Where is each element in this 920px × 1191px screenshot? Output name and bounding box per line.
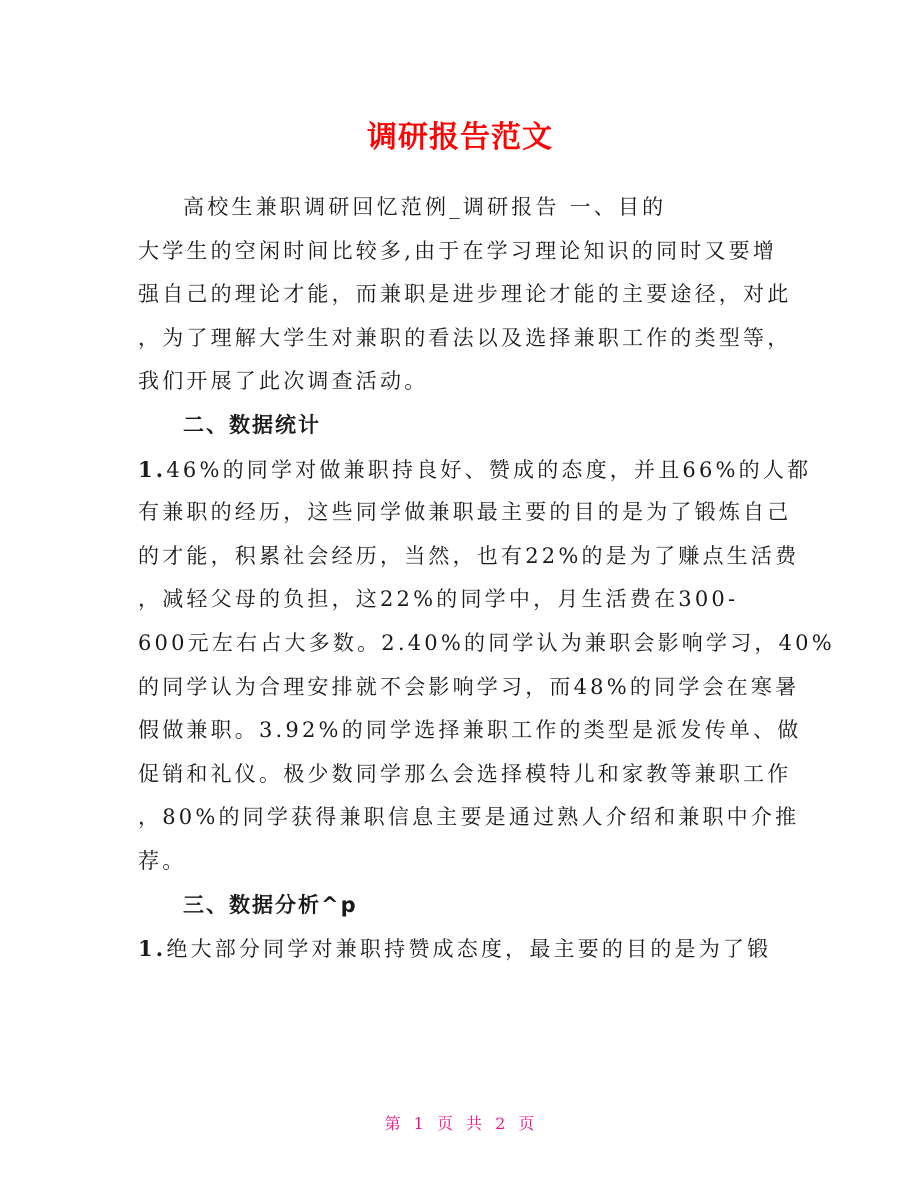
paragraph-line: 荐。 bbox=[138, 848, 187, 873]
paragraph-line: 大学生的空闲时间比较多,由于在学习理论知识的同时又要增 bbox=[138, 238, 778, 263]
paragraph-line: 的同学认为合理安排就不会影响学习，而48%的同学会在寒暑 bbox=[138, 674, 800, 699]
page-indicator: 第 1 页 共 2 页 bbox=[384, 1114, 536, 1133]
numbered-line bbox=[138, 448, 812, 492]
paragraph-text: 绝大部分同学对兼职持赞成态度，最主要的目的是为了锻 bbox=[166, 937, 772, 962]
section-heading-data-analysis: 三、数据分析^p bbox=[183, 892, 358, 917]
paragraph-line: 的才能，积累社会经历，当然，也有22%的是为了赚点生活费 bbox=[138, 543, 800, 568]
paragraph-line: 我们开展了此次调查活动。 bbox=[138, 369, 429, 394]
paragraph-line: ，为了理解大学生对兼职的看法以及选择兼职工作的类型等， bbox=[138, 325, 792, 350]
paragraph-line: ，减轻父母的负担，这22%的同学中，月生活费在300- bbox=[138, 587, 739, 612]
paragraph-line: 强自己的理论才能，而兼职是进步理论才能的主要途径，对此 bbox=[138, 282, 792, 307]
document-body bbox=[138, 186, 835, 971]
paragraph-line: 600元左右占大多数。2.40%的同学认为兼职会影响学习，40% bbox=[138, 630, 835, 655]
paragraph-line: 有兼职的经历，这些同学做兼职最主要的目的是为了锻炼自己 bbox=[138, 500, 792, 525]
paragraph-line: ，80%的同学获得兼职信息主要是通过熟人介绍和兼职中介推 bbox=[138, 805, 800, 830]
section-heading-data-statistics: 二、数据统计 bbox=[183, 412, 321, 437]
paragraph-line: 假做兼职。3.92%的同学选择兼职工作的类型是派发传单、做 bbox=[138, 718, 802, 743]
document-title: 调研报告范文 bbox=[367, 120, 553, 155]
list-number: 1. bbox=[138, 456, 167, 482]
paragraph-text: 46%的同学对做兼职持良好、赞成的态度，并且66%的人都 bbox=[166, 457, 812, 482]
paragraph-line: 高校生兼职调研回忆范例_调研报告 一、目的 bbox=[183, 195, 667, 219]
paragraph-line: 促销和礼仪。极少数同学那么会选择模特儿和家教等兼职工作 bbox=[138, 761, 792, 786]
list-number: 1. bbox=[138, 936, 167, 962]
numbered-line bbox=[138, 927, 778, 971]
